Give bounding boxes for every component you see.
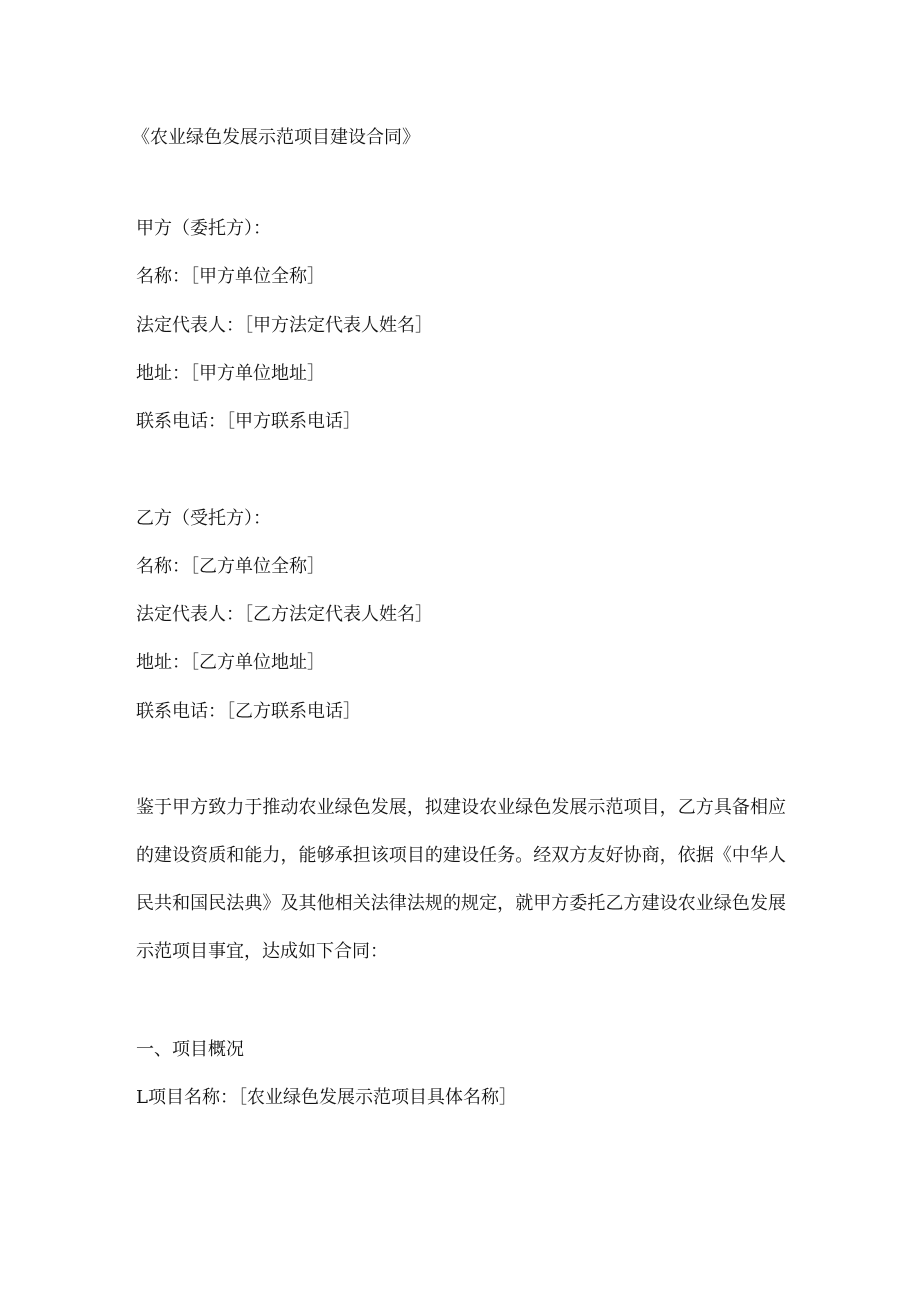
section-1-heading: 一、项目概况 xyxy=(136,1039,244,1060)
party-a-heading: 甲方（委托方）： xyxy=(136,218,271,239)
party-b-heading: 乙方（受托方）： xyxy=(136,508,271,529)
party-b-phone: 联系电话：［乙方联系电话］ xyxy=(136,701,361,722)
party-b-representative: 法定代表人：［乙方法定代表人姓名］ xyxy=(136,604,433,625)
party-a-phone: 联系电话：［甲方联系电话］ xyxy=(136,411,361,432)
document-title: 《农业绿色发展示范项目建设合同》 xyxy=(132,127,420,148)
party-a-representative: 法定代表人：［甲方法定代表人姓名］ xyxy=(136,315,433,336)
party-a-name: 名称：［甲方单位全称］ xyxy=(136,266,325,287)
section-1-item-1: L项目名称：［农业绿色发展示范项目具体名称］ xyxy=(136,1087,517,1108)
preamble-paragraph: 鉴于甲方致力于推动农业绿色发展，拟建设农业绿色发展示范项目，乙方具备相应的建设资质和能力，能够承担该项目的建设任务。经双方友好协商，依据《中华人民共和国民法典》及其他相关法律法规的规定，就甲方委托乙方建设农业绿色发展示范项目事宜，达成如下合同： xyxy=(136,797,786,962)
party-b-name: 名称：［乙方单位全称］ xyxy=(136,556,325,577)
party-a-address: 地址：［甲方单位地址］ xyxy=(136,363,325,384)
party-b-address: 地址：［乙方单位地址］ xyxy=(136,652,325,673)
